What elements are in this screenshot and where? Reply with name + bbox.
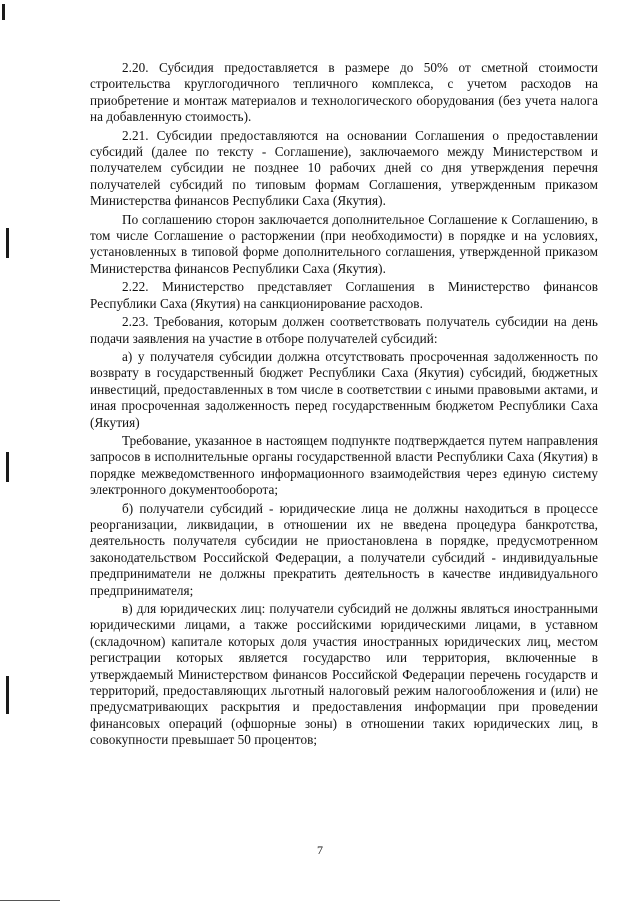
paragraph-2-22: 2.22. Министерство представляет Соглашения в Министерство финансов Республики Саха (Якутия) на санкционирование расходов. [90, 279, 598, 311]
paragraph-2-20: 2.20. Субсидия предоставляется в размере до 50% от сметной стоимости строительства круглогодичного тепличного комплекса, с учетом расходов на приобретение и монтаж материалов и технологического оборудования (без учета налога на добавленную стоимость). [90, 60, 598, 125]
paragraph-item-a: а) у получателя субсидии должна отсутствовать просроченная задолженность по возврату в государственный бюджет Республики Саха (Якутия) субсидий, бюджетных инвестиций, предоставленных в том числе в соответствии с иными правовыми актами, и иная просроченная задолженность перед государственным бюджетом Республики Саха (Якутия) [90, 348, 598, 430]
paragraph-2-21: 2.21. Субсидии предоставляются на основании Соглашения о предоставлении субсидий (далее по тексту - Соглашение), заключаемого между Министерством и получателем субсидии не позднее 10 рабочих дней со дня утверждения перечня получателей субсидий по типовым формам Соглашения, утвержденным приказом Министерства финансов Республики Саха (Якутия). [90, 127, 598, 209]
page-number: 7 [317, 843, 323, 857]
paragraph-requirement-note: Требование, указанное в настоящем подпункте подтверждается путем направления запросов в исполнительные органы государственной власти Республики Саха (Якутия) в порядке межведомственного информационного взаимодействия через единую систему электронного документооборота; [90, 432, 598, 498]
scan-artifact-top [2, 4, 5, 20]
scan-edge-line [0, 900, 60, 901]
scan-artifact [6, 452, 9, 482]
paragraph-additional-agreement: По соглашению сторон заключается дополнительное Соглашение к Соглашению, в том числе Соглашение о расторжении (при необходимости) в порядке и на условиях, установленных в типовой форме дополнительного соглашения, утвержденной приказом Министерства финансов Республики Саха (Якутия). [90, 211, 598, 276]
paragraph-2-23: 2.23. Требования, которым должен соответствовать получатель субсидии на день подачи заявления на участие в отборе получателей субсидий: [90, 314, 598, 346]
document-page [90, 60, 598, 751]
paragraph-item-v: в) для юридических лиц: получатели субсидий не должны являться иностранными юридическими лицами, а также российскими юридическими лицами, в уставном (складочном) капитале которых доля участия иностранных юридических лиц, местом регистрации которых является государство или территория, включенные в утверждаемый Министерством финансов Российской Федерации перечень государств и территорий, предоставляющих льготный налоговый режим налогообложения и (или) не предусматривающих раскрытия и предоставления информации при проведении финансовых операций (офшорные зоны) в отношении таких юридических лиц, в совокупности превышает 50 процентов; [90, 601, 598, 748]
paragraph-item-b: б) получатели субсидий - юридические лица не должны находиться в процессе реорганизации, ликвидации, в отношении их не введена процедура банкротства, деятельность получателя субсидии не приостановлена в порядке, предусмотренном законодательством Российской Федерации, а получатели субсидий - индивидуальные предприниматели не должны прекратить деятельность в качестве индивидуального предпринимателя; [90, 500, 598, 598]
scan-artifact [6, 228, 9, 258]
scan-artifact [6, 676, 9, 714]
